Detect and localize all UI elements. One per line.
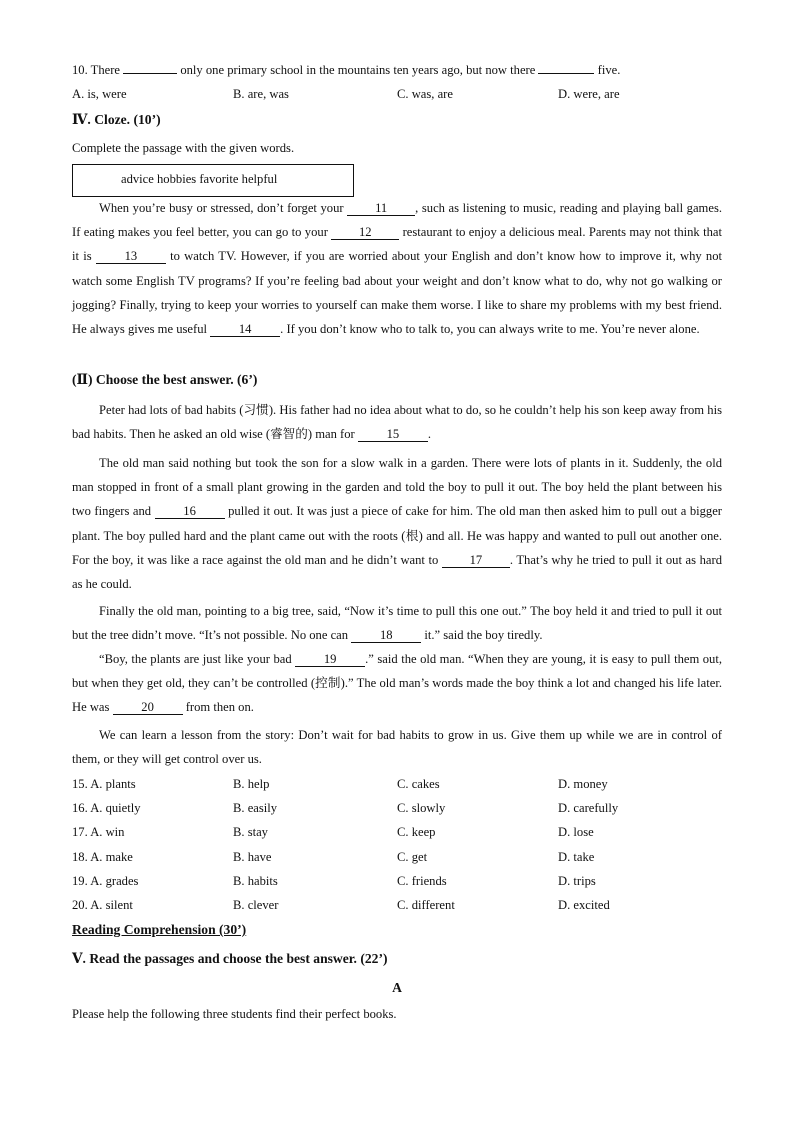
q15-option-a[interactable]: 15. A. plants (72, 777, 136, 791)
q10-option-a[interactable]: A. is, were (72, 87, 127, 101)
word-box-words: advice hobbies favorite helpful (121, 172, 278, 186)
q20-option-d[interactable]: D. excited (558, 898, 610, 912)
q18-option-c[interactable]: C. get (397, 849, 428, 864)
q16-option-c[interactable]: C. slowly (397, 801, 446, 816)
q15-option-c[interactable]: C. cakes (397, 777, 440, 791)
question-10-stem: 10. There only one primary school in the mountains ten years ago, but now there five. (72, 63, 621, 77)
q17-option-c[interactable]: C. keep (397, 825, 436, 840)
reading-heading: Reading Comprehension (30’) (72, 922, 247, 937)
passage-intro: Please help the following three students find their perfect books. (72, 1007, 397, 1021)
q16-option-d[interactable]: D. carefully (558, 801, 619, 816)
story-paragraph-2: The old man said nothing but took the son for a slow walk in a garden. There were lots of plants in it. Suddenly, the old man stopped in front of a small plant growing in the garden and told the boy to pull it out. The boy held the plant between his two fingers and 16 pulled it out. It was just a piece of cake for him. The old man then asked him to pull out a bigger plant. The boy pulled hard and the plant came out with the roots (根) and all. He was happy and wanted to pull out another one. For the boy, it was like a race against the old man and he didn’t want to 17 . That’s why he tried to pull it out as hard as he could. (72, 456, 723, 592)
blank-10a[interactable] (123, 73, 177, 74)
section-4-instruction: Complete the passage with the given words. (72, 141, 295, 155)
q10-option-c[interactable]: C. was, are (397, 87, 453, 101)
story-paragraph-1: Peter had lots of bad habits (习惯). His father had no idea about what to do, so he couldn’t help his son keep away from his bad habits. Then he asked an old wise (睿智的) man for 15 . (72, 403, 722, 442)
section-5-heading: Ⅴ. Read the passages and choose the best answer. (22’) (72, 951, 388, 966)
q19-option-d[interactable]: D. trips (558, 873, 596, 888)
q18-option-d[interactable]: D. take (558, 849, 595, 864)
blank-14[interactable]: 14 (210, 322, 280, 337)
section-4-heading: Ⅳ. Cloze. (10’) (72, 112, 161, 127)
q17-option-a[interactable]: 17. A. win (72, 825, 125, 840)
blank-19[interactable]: 19 (295, 652, 365, 667)
word-box (72, 164, 354, 197)
q20-option-c[interactable]: C. different (397, 898, 455, 912)
q16-option-a[interactable]: 16. A. quietly (72, 801, 141, 816)
story-paragraph-3: Finally the old man, pointing to a big tree, said, “Now it’s time to pull this one out.” The boy held it and tried to pull it out but the tree didn’t move. “It’s not possible. No one can 18 it.” said the boy tiredly. (72, 604, 722, 643)
blank-12[interactable]: 12 (331, 225, 399, 240)
q19-option-b[interactable]: B. habits (233, 873, 278, 888)
q18-option-a[interactable]: 18. A. make (72, 849, 133, 864)
q16-option-b[interactable]: B. easily (233, 801, 278, 816)
blank-15[interactable]: 15 (358, 427, 428, 442)
q20-option-b[interactable]: B. clever (233, 898, 279, 912)
blank-17[interactable]: 17 (442, 553, 510, 568)
q19-option-c[interactable]: C. friends (397, 873, 447, 888)
q17-option-d[interactable]: D. lose (558, 825, 594, 840)
q10-option-b[interactable]: B. are, was (233, 87, 289, 101)
blank-13[interactable]: 13 (96, 249, 166, 264)
blank-10b[interactable] (538, 73, 594, 74)
q18-option-b[interactable]: B. have (233, 849, 272, 864)
story-paragraph-5: We can learn a lesson from the story: Don’t wait for bad habits to grow in us. Give them up while we are in control of them, or they will get control over us. (72, 728, 722, 767)
blank-20[interactable]: 20 (113, 700, 183, 715)
q10-option-d[interactable]: D. were, are (558, 87, 620, 101)
blank-18[interactable]: 18 (351, 628, 421, 643)
cloze-passage: When you’re busy or stressed, don’t forget your 11 , such as listening to music, reading and playing ball games. If eating makes you feel better, you can go to your 12 restaurant to enjoy a delicious meal. Parents may not think that it is 13 to watch TV. However, if you are worried about your English and don’t know how to improve it, why not watch some English TV programs? If you’re feeling bad about your weight and don’t know what to do, why not go walking or jogging? Finally, trying to keep your worries to yourself can make them worse. I like to share my problems with my best friend. He always gives me useful 14 . If you don’t know who to talk to, you can always write to me. You’re never alone. (72, 201, 723, 337)
q20-option-a[interactable]: 20. A. silent (72, 898, 133, 912)
section-2-heading: (Ⅱ) Choose the best answer. (6’) (72, 372, 258, 387)
q19-option-a[interactable]: 19. A. grades (72, 873, 139, 888)
blank-16[interactable]: 16 (155, 504, 225, 519)
blank-11[interactable]: 11 (347, 201, 415, 216)
story-paragraph-4: “Boy, the plants are just like your bad 19 .” said the old man. “When they are young, it is easy to pull them out, but when they get old, they can’t be controlled (控制).” The old man’s words made the boy think a lot and changed his life later. He was 20 from then on. (72, 652, 722, 715)
q17-option-b[interactable]: B. stay (233, 825, 268, 840)
passage-label: A (392, 980, 402, 995)
q15-option-d[interactable]: D. money (558, 777, 608, 791)
q15-option-b[interactable]: B. help (233, 777, 270, 791)
